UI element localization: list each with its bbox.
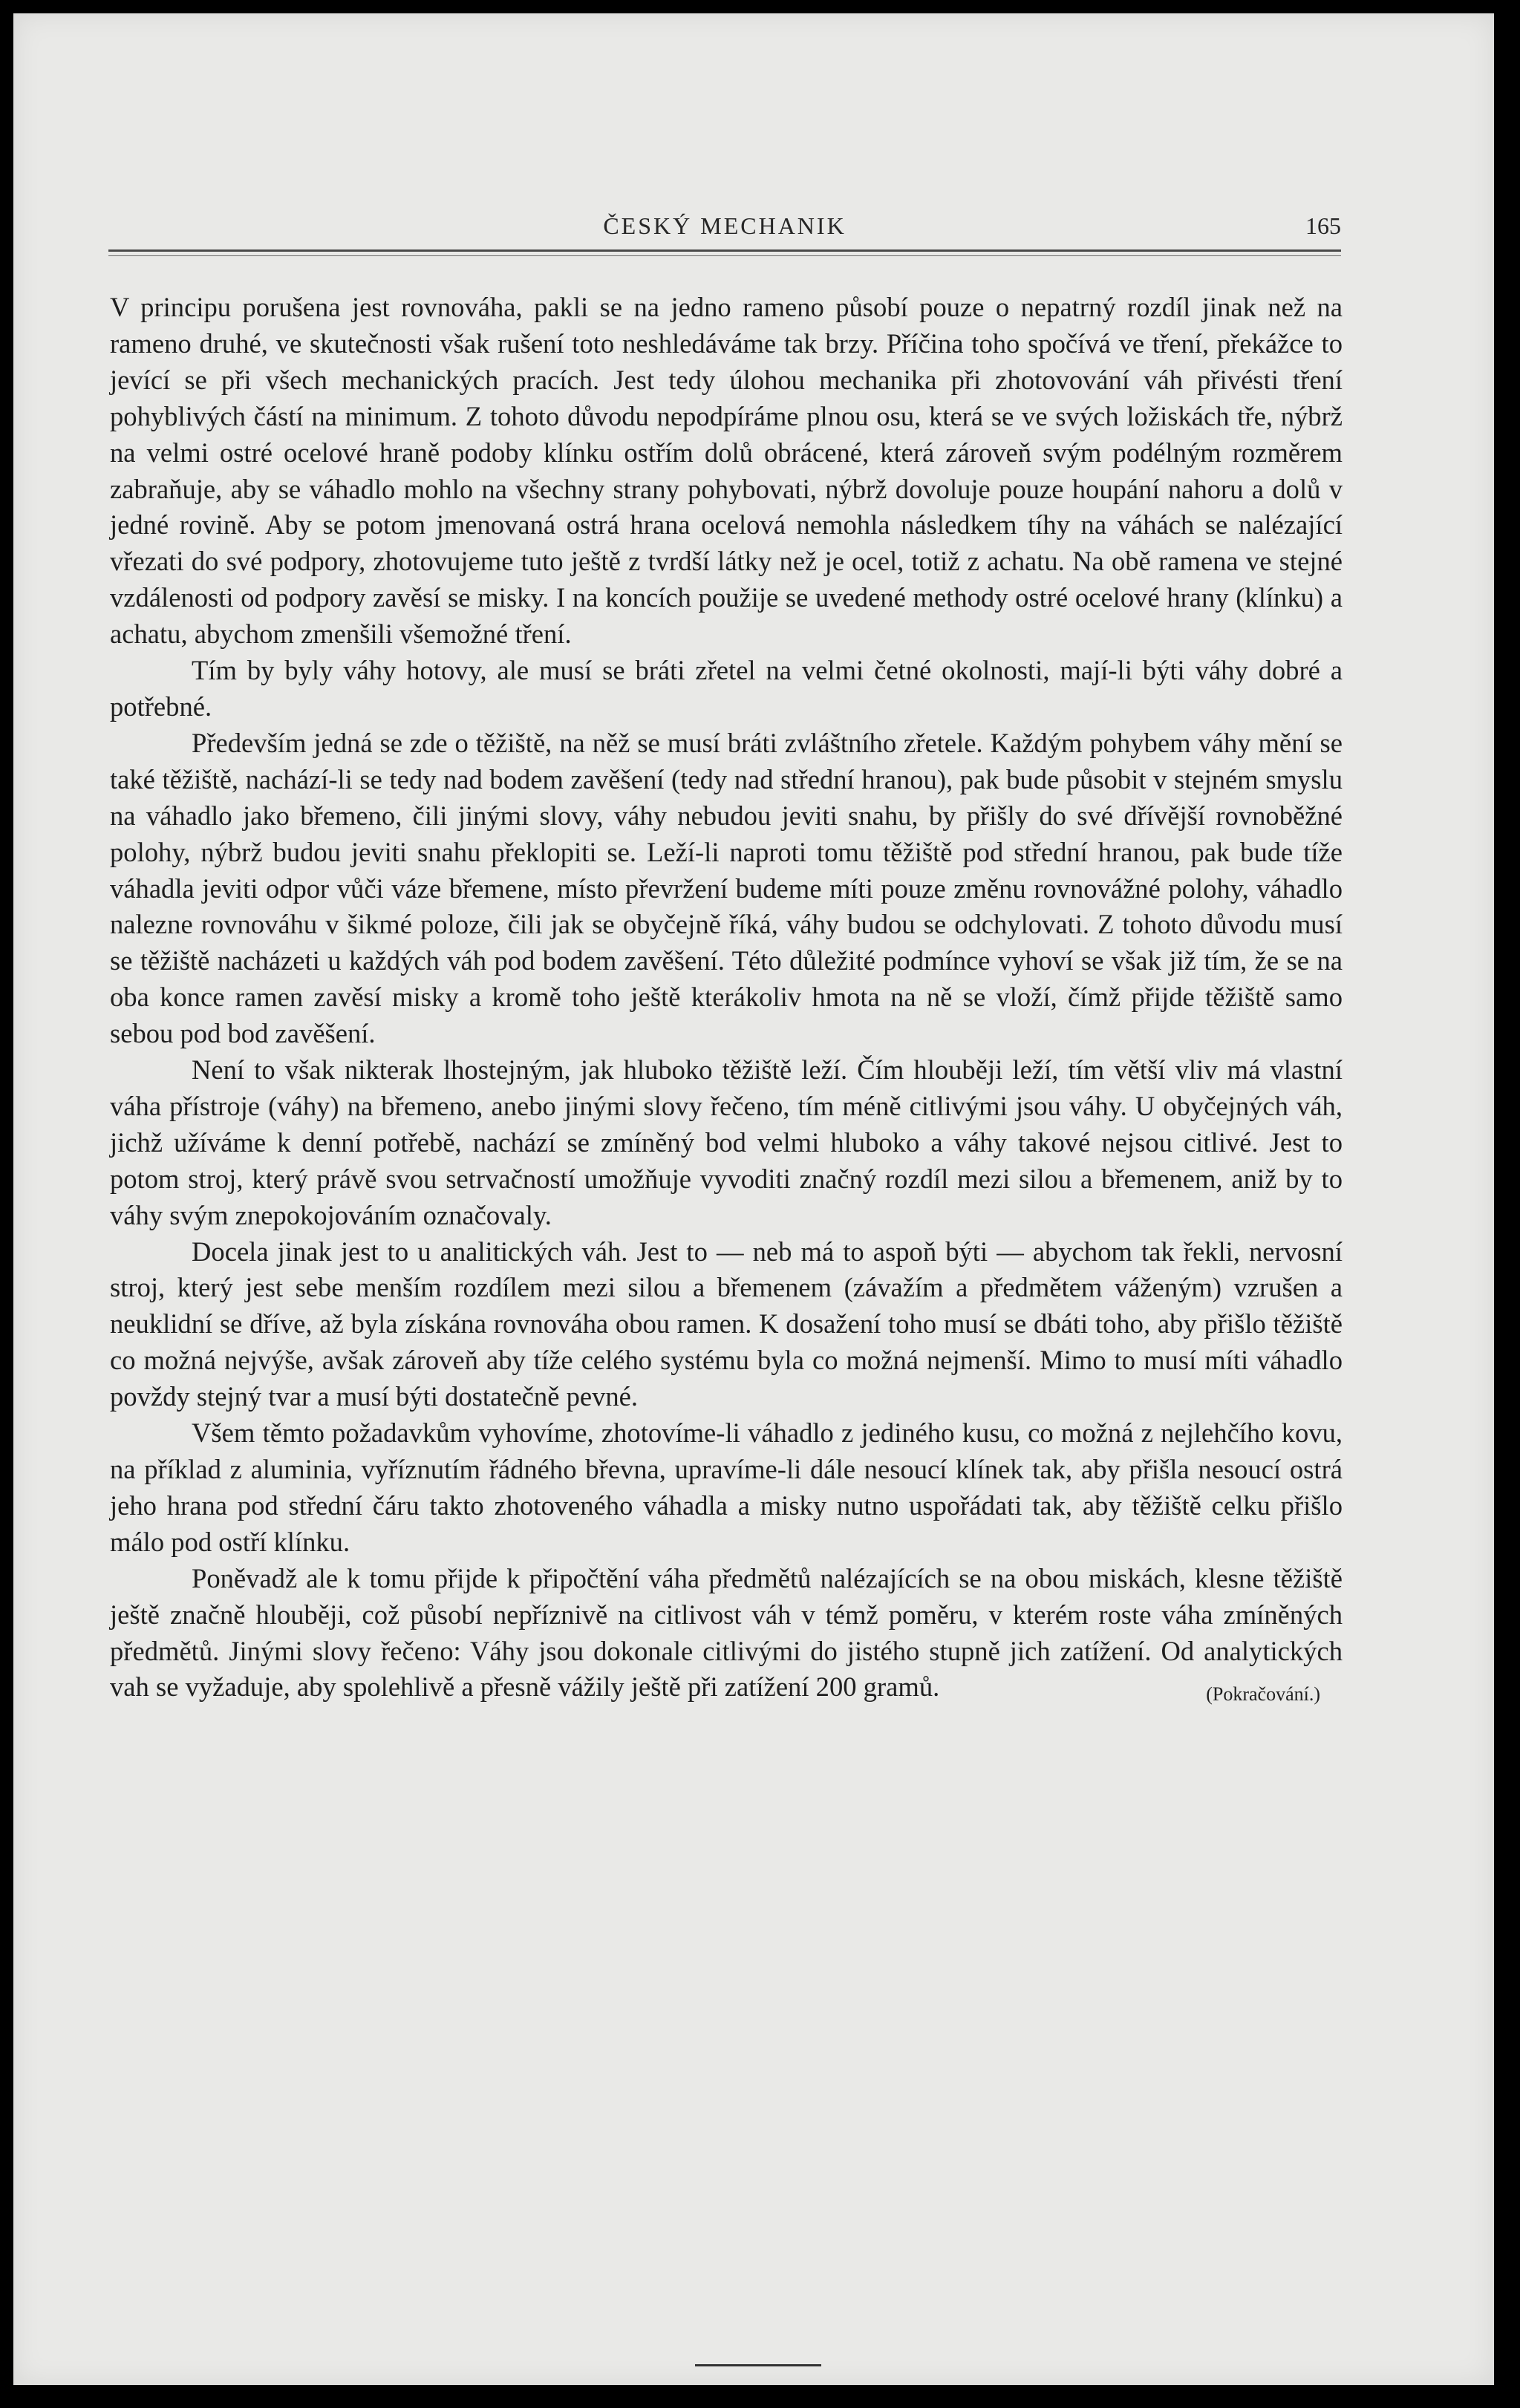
page-number: 165: [1305, 212, 1341, 239]
paragraph-7-text: Poněvadž ale k tomu přijde k připočtění váha předmětů nalézajících se na obou miskách, klesne těžiště ještě značně hlouběji, což působí nepříznivě na citlivost váh v témž poměru, v kterém roste váha zmíněných předmětů. Jinými slovy řečeno: Váhy jsou dokonale citlivými do jistého stupně jich zatížení. Od analytických vah se vyžaduje, aby spolehlivě a přesně vážily ještě při zatížení 200 gramů.: [110, 1562, 1343, 1703]
paragraph-5: Docela jinak jest to u analitických váh. Jest to — neb má to aspoň býti — abychom tak řekli, nervosní stroj, který jest sebe menším rozdílem mezi silou a břemenem (závažím a předmětem váženým) vzrušen a neuklidní se dříve, až byla získána rovnováha obou ramen. K dosažení toho musí se dbáti toho, aby přišlo těžiště co možná nejvýše, avšak zároveň aby tíže celého systému byla co možná nejmenší. Mimo to musí míti váhadlo povždy stejný tvar a musí býti dostatečně pevné.: [110, 1236, 1343, 1412]
running-head: ČESKÝ MECHANIK: [603, 212, 847, 239]
header-rule: [108, 249, 1341, 256]
paragraph-7: [110, 1561, 1343, 1706]
book-page: [13, 13, 1494, 2385]
paragraph-1: V principu porušena jest rovnováha, pakli se na jedno rameno působí pouze o nepatrný rozdíl jinak než na rameno druhé, ve skutečnosti však rušení toto neshledáváme tak brzy. Příčina toho spočívá ve tření, překážce to jevící se při všech mechanických pracích. Jest tedy úlohou mechanika při zhotovování váh přivésti tření pohyblivých částí na minimum. Z tohoto důvodu nepodpíráme plnou osu, která se ve svých ložiskách tře, nýbrž na velmi ostré ocelové hraně podoby klínku ostřím dolů obrácené, která zároveň svým podélným rozměrem zabraňuje, aby se váhadlo mohlo na všechny strany pohybovati, nýbrž dovoluje pouze houpání nahoru a dolů v jedné rovině. Aby se potom jmenovaná ostrá hrana ocelová nemohla následkem tíhy na váhách se nalézající vřezati do své podpory, zhotovujeme tuto ještě z tvrdší látky než je ocel, totiž z achatu. Na obě ramena ve stejné vzdálenosti od podpory zavěsí se misky. I na koncích použije se uvedené methody ostré ocelové hrany (klínku) a achatu, abychom zmenšili všemožné tření.: [110, 292, 1343, 650]
paragraph-2: Tím by byly váhy hotovy, ale musí se bráti zřetel na velmi četné okolnosti, mají-li býti váhy dobré a potřebné.: [110, 655, 1343, 722]
paragraph-6: Všem těmto požadavkům vyhovíme, zhotovíme-li váhadlo z jediného kusu, co možná z nejlehčího kovu, na příklad z aluminia, vyříznutím řádného břevna, upravíme-li dále nesoucí klínek tak, aby přišla nesoucí ostrá jeho hrana pod střední čáru takto zhotoveného váhadla a misky nutno uspořádati tak, aby těžiště celku přišlo málo pod ostří klínku.: [110, 1417, 1343, 1557]
article-body: [110, 290, 1343, 1713]
scan-border: [0, 0, 13, 2408]
continued-label: (Pokračování.): [1206, 1683, 1320, 1706]
paragraph-4: Není to však nikterak lhostejným, jak hluboko těžiště leží. Čím hlouběji leží, tím větší vliv má vlastní váha přístroje (váhy) na břemeno, anebo jinými slovy řečeno, tím méně citlivými jsou váhy. U obyčejných váh, jichž užíváme k denní potřebě, nachází se zmíněný bod velmi hluboko a váhy takové nejsou citlivé. Jest to potom stroj, který právě svou setrvačností umožňuje vyvoditi značný rozdíl mezi silou a břemenem, aniž by to váhy svým znepokojováním označovaly.: [110, 1054, 1343, 1230]
page-header: [108, 205, 1341, 244]
paragraph-3: Především jedná se zde o těžiště, na něž se musí bráti zvláštního zřetele. Každým pohybem váhy mění se také těžiště, nachází-li se tedy nad bodem zavěšení (tedy nad střední hranou), pak bude působit v stejném smyslu na váhadlo jako břemeno, čili jinými slovy, váhy nebudou jeviti snahu, by přišly do své dřívější rovnoběžné polohy, nýbrž budou jeviti snahu překlopiti se. Leží-li naproti tomu těžiště pod střední hranou, pak bude tíže váhadla jeviti odpor vůči váze břemene, místo převržení budeme míti pouze změnu rovnovážné polohy, váhadlo nalezne rovnováhu v šikmé poloze, čili jak se obyčejně říká, váhy budou se odchylovati. Z tohoto důvodu musí se těžiště nacházeti u každých váh pod bodem zavěšení. Této důležité podmínce vyhoví se však již tím, že se na oba konce ramen zavěsí misky a kromě toho ještě kterákoliv hmota na ně se vloží, čímž přijde těžiště samo sebou pod bod zavěšení.: [110, 727, 1343, 1049]
end-rule: [695, 2364, 821, 2366]
